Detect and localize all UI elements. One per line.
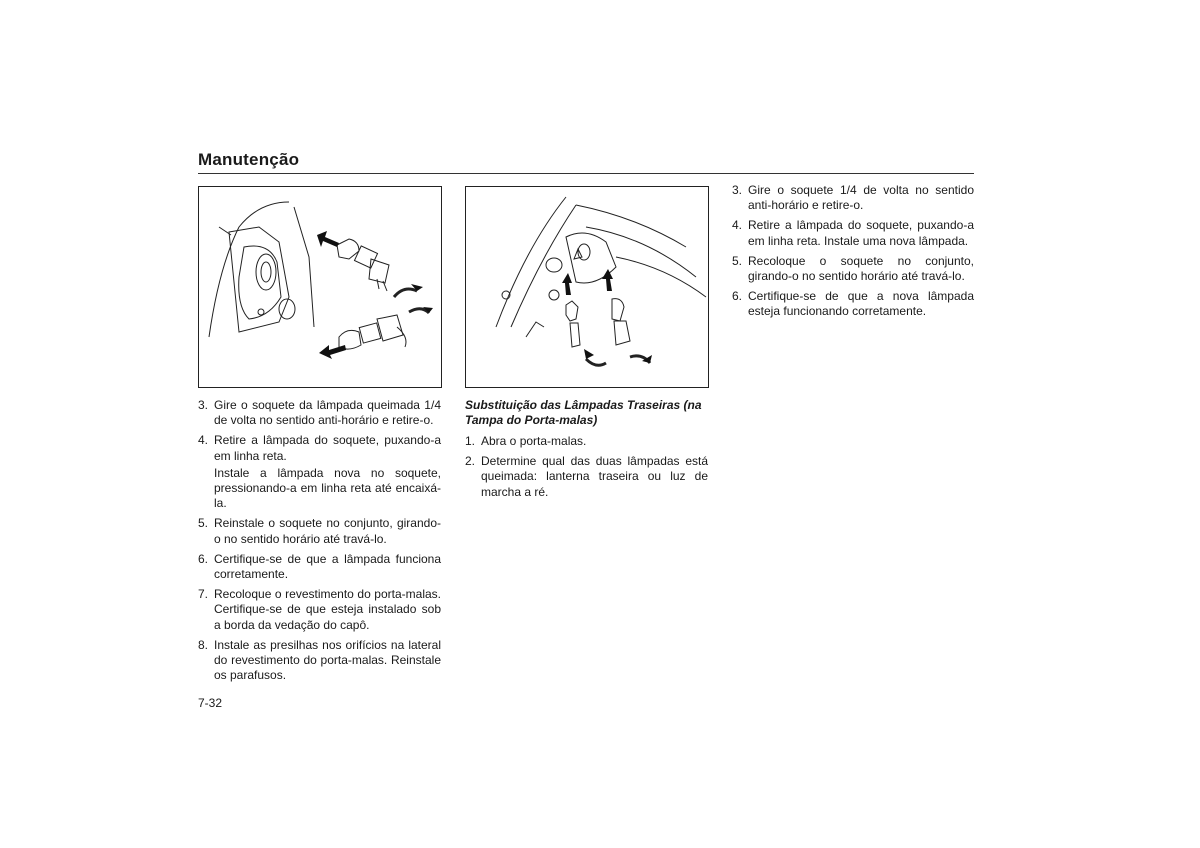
list-item: 2. Determine qual das duas lâmpadas está queimada: lanterna traseira ou luz de marcha a ré.	[465, 454, 708, 499]
list-item: 8. Instale as presilhas nos orifícios na lateral do revestimento do porta-malas. Reinstale os parafusos.	[198, 637, 441, 683]
page-title: Manutenção	[198, 150, 300, 169]
trunk-lid-drawing	[466, 187, 708, 387]
header-divider	[198, 173, 974, 174]
right-column-steps	[732, 183, 974, 325]
list-item: 1. Abra o porta-malas.	[465, 434, 587, 448]
list-item: 4. Retire a lâmpada do soquete, puxando-a em linha reta. Instale uma nova lâmpada.	[732, 218, 974, 248]
list-item: 5. Recoloque o soquete no conjunto, girando-o no sentido horário até travá-lo.	[732, 253, 974, 284]
rear-lamp-socket-illustration	[198, 186, 442, 388]
page-number: 7-32	[198, 696, 223, 710]
list-item: 6. Certifique-se de que a nova lâmpada esteja funcionando corretamente.	[732, 289, 974, 319]
section-subheading: Substituição das Lâmpadas Traseiras (na Tampa do Porta-malas)	[465, 398, 702, 427]
list-item: 7. Recoloque o revestimento do porta-malas. Certifique-se de que esteja instalado sob a borda da vedação do capô.	[198, 587, 441, 632]
middle-column-steps	[465, 398, 708, 505]
list-item: 4. Retire a lâmpada do soquete, puxando-a em linha reta. Instale a lâmpada nova no soquete, pressionando-a em linha reta até encaixá-la.	[198, 433, 441, 511]
left-column-steps	[198, 398, 441, 688]
list-item: 3. Gire o soquete 1/4 de volta no sentido anti-horário e retire-o.	[732, 183, 974, 213]
list-item: 3. Gire o soquete da lâmpada queimada 1/4 de volta no sentido anti-horário e retire-o.	[198, 398, 441, 428]
trunk-lid-lamp-illustration	[465, 186, 709, 388]
rear-lamp-drawing	[199, 187, 441, 387]
list-item: 5. Reinstale o soquete no conjunto, girando-o no sentido horário até travá-lo.	[198, 516, 441, 546]
list-item: 6. Certifique-se de que a lâmpada funciona corretamente.	[198, 551, 441, 582]
